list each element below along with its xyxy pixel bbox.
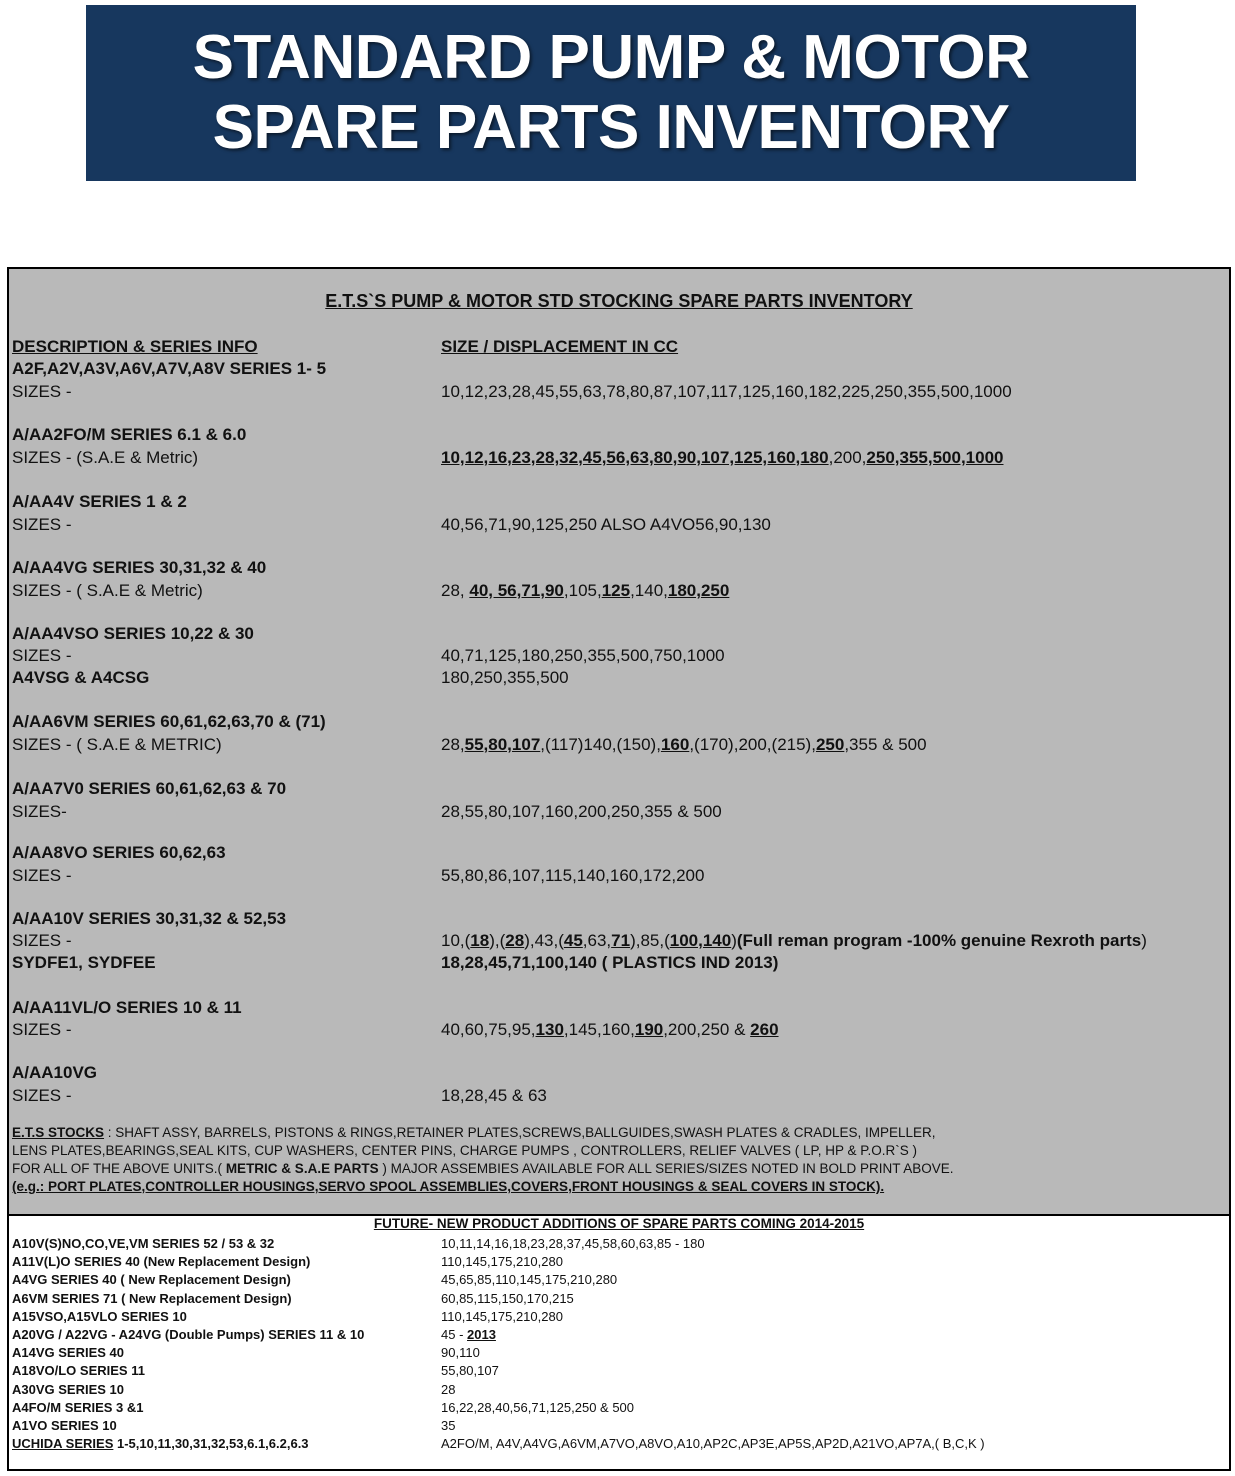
sizes-value: 40,71,125,180,250,355,500,750,1000 bbox=[441, 646, 725, 665]
sizes-value: 180,250,355,500 bbox=[441, 668, 569, 687]
notes-line-4: (e.g.: PORT PLATES,CONTROLLER HOUSINGS,SERVO SPOOL ASSEMBLIES,COVERS,FRONT HOUSINGS & SEAL COVERS IN STOCK). bbox=[12, 1179, 885, 1194]
future-series-name: A10V(S)NO,CO,VE,VM SERIES 52 / 53 & 32 bbox=[12, 1236, 275, 1251]
series-name: A/AA10V SERIES 30,31,32 & 52,53 bbox=[12, 909, 287, 928]
series-name: A/AA4VG SERIES 30,31,32 & 40 bbox=[12, 558, 267, 577]
stock-notes bbox=[12, 1124, 954, 1196]
future-series-name: A6VM SERIES 71 ( New Replacement Design) bbox=[12, 1290, 292, 1306]
future-series-name: A15VSO,A15VLO SERIES 10 bbox=[12, 1308, 187, 1324]
series-name: A/AA8VO SERIES 60,62,63 bbox=[12, 843, 226, 862]
sizes-value: 40,56,71,90,125,250 ALSO A4VO56,90,130 bbox=[441, 515, 771, 534]
series-name: A/AA7V0 SERIES 60,61,62,63 & 70 bbox=[12, 779, 287, 798]
banner-title-line-2: SPARE PARTS INVENTORY bbox=[212, 93, 1010, 162]
inventory-title: E.T.S`S PUMP & MOTOR STD STOCKING SPARE PARTS INVENTORY bbox=[325, 291, 913, 311]
sizes-value: 28,55,80,107,(117)140,(150),160,(170),200,(215),250,355 & 500 bbox=[441, 735, 927, 754]
stock-inventory-panel bbox=[9, 269, 1229, 1216]
series-name: A/AA2FO/M SERIES 6.1 & 6.0 bbox=[12, 425, 247, 444]
sizes-label: SIZES - bbox=[12, 646, 72, 665]
future-series-sizes: 16,22,28,40,56,71,125,250 & 500 bbox=[441, 1399, 635, 1415]
uchida-sizes: A2FO/M, A4V,A4VG,A6VM,A7VO,A8VO,A10,AP2C,AP3E,AP5S,AP2D,A21VO,AP7A,( B,C,K ) bbox=[441, 1436, 985, 1452]
future-series-name: A14VG SERIES 40 bbox=[12, 1345, 124, 1361]
sizes-value: 28, 40, 56,71,90,105,125,140,180,250 bbox=[441, 581, 730, 600]
future-series-sizes: 90,110 bbox=[441, 1345, 480, 1361]
future-additions-title: FUTURE- NEW PRODUCT ADDITIONS OF SPARE PARTS COMING 2014-2015 bbox=[373, 1216, 865, 1231]
sizes-label: SIZES - (S.A.E & Metric) bbox=[12, 448, 199, 467]
sizes-label: SIZES - bbox=[12, 866, 72, 885]
series-name: A/AA10VG bbox=[12, 1063, 98, 1082]
future-series-sizes: 10,11,14,16,18,23,28,37,45,58,60,63,85 - 180 bbox=[441, 1236, 705, 1251]
sizes-value: 55,80,86,107,115,140,160,172,200 bbox=[441, 866, 705, 885]
sizes-label: SIZES- bbox=[12, 802, 67, 821]
notes-line-1: E.T.S STOCKS : SHAFT ASSY, BARRELS, PISTONS & RINGS,RETAINER PLATES,SCREWS,BALLGUIDES,SWASH PLATES & CRADLES, IMPELLER, bbox=[12, 1125, 936, 1140]
future-series-sizes: 45,65,85,110,145,175,210,280 bbox=[441, 1272, 618, 1288]
uchida-series: UCHIDA SERIES 1-5,10,11,30,31,32,53,6.1,6.2,6.3 bbox=[12, 1436, 309, 1452]
sizes-label: SIZES - bbox=[12, 1020, 72, 1039]
future-series-sizes: 45 - 2013 bbox=[441, 1327, 496, 1342]
sizes-value: 10,(18),(28),43,(45,63,71),85,(100,140)(Full reman program -100% genuine Rexroth parts) bbox=[441, 931, 1147, 950]
sizes-value: 18,28,45,71,100,140 ( PLASTICS IND 2013) bbox=[441, 953, 779, 972]
sizes-value: 18,28,45 & 63 bbox=[441, 1086, 547, 1105]
notes-line-2: LENS PLATES,BEARINGS,SEAL KITS, CUP WASHERS, CENTER PINS, CHARGE PUMPS , CONTROLLERS, RELIEF VALVES ( LP, HP & P.O.R`S ) bbox=[12, 1143, 917, 1158]
sizes-label: SIZES - ( S.A.E & METRIC) bbox=[12, 735, 222, 754]
future-series-name: A4FO/M SERIES 3 &1 bbox=[12, 1399, 144, 1415]
series-name: A/AA6VM SERIES 60,61,62,63,70 & (71) bbox=[12, 712, 326, 731]
sizes-value: 40,60,75,95,130,145,160,190,200,250 & 260 bbox=[441, 1020, 779, 1039]
series-name: SYDFE1, SYDFEE bbox=[12, 953, 156, 972]
series-name: A2F,A2V,A3V,A6V,A7V,A8V SERIES 1- 5 bbox=[12, 359, 327, 378]
inventory-document bbox=[7, 267, 1231, 1471]
series-name: A/AA11VL/O SERIES 10 & 11 bbox=[12, 998, 242, 1017]
future-series-sizes: 60,85,115,150,170,215 bbox=[441, 1290, 574, 1306]
future-series-sizes: 110,145,175,210,280 bbox=[441, 1308, 563, 1324]
future-series-sizes: 55,80,107 bbox=[441, 1363, 499, 1379]
future-series-name: A30VG SERIES 10 bbox=[12, 1381, 124, 1397]
future-series-sizes: 28 bbox=[441, 1381, 456, 1397]
column-header-size: SIZE / DISPLACEMENT IN CC bbox=[441, 337, 679, 356]
sizes-label: SIZES - bbox=[12, 515, 72, 534]
series-name: A4VSG & A4CSG bbox=[12, 668, 150, 687]
future-series-sizes: 110,145,175,210,280 bbox=[441, 1254, 563, 1270]
future-series-name: A4VG SERIES 40 ( New Replacement Design) bbox=[12, 1272, 291, 1288]
sizes-value: 10,12,16,23,28,32,45,56,63,80,90,107,125,160,180,200,250,355,500,1000 bbox=[441, 448, 1004, 467]
sizes-label: SIZES - bbox=[12, 1086, 72, 1105]
sizes-label: SIZES - bbox=[12, 382, 72, 401]
title-banner bbox=[86, 5, 1136, 181]
sizes-label: SIZES - bbox=[12, 931, 72, 950]
notes-line-3: FOR ALL OF THE ABOVE UNITS.( METRIC & S.A.E PARTS ) MAJOR ASSEMBIES AVAILABLE FOR ALL SERIES/SIZES NOTED IN BOLD PRINT ABOVE. bbox=[12, 1161, 954, 1176]
column-header-description: DESCRIPTION & SERIES INFO bbox=[12, 337, 258, 356]
sizes-value: 28,55,80,107,160,200,250,355 & 500 bbox=[441, 802, 722, 821]
future-series-name: A20VG / A22VG - A24VG (Double Pumps) SERIES 11 & 10 bbox=[12, 1327, 365, 1342]
future-series-sizes: 35 bbox=[441, 1418, 456, 1433]
future-series-name: A11V(L)O SERIES 40 (New Replacement Design) bbox=[12, 1254, 311, 1270]
sizes-label: SIZES - ( S.A.E & Metric) bbox=[12, 581, 203, 600]
series-name: A/AA4V SERIES 1 & 2 bbox=[12, 492, 187, 511]
series-name: A/AA4VSO SERIES 10,22 & 30 bbox=[12, 624, 254, 643]
future-series-name: A1VO SERIES 10 bbox=[12, 1418, 117, 1433]
banner-title-line-1: STANDARD PUMP & MOTOR bbox=[192, 23, 1030, 92]
sizes-value: 10,12,23,28,45,55,63,78,80,87,107,117,125,160,182,225,250,355,500,1000 bbox=[441, 382, 1012, 401]
future-series-name: A18VO/LO SERIES 11 bbox=[12, 1363, 145, 1379]
